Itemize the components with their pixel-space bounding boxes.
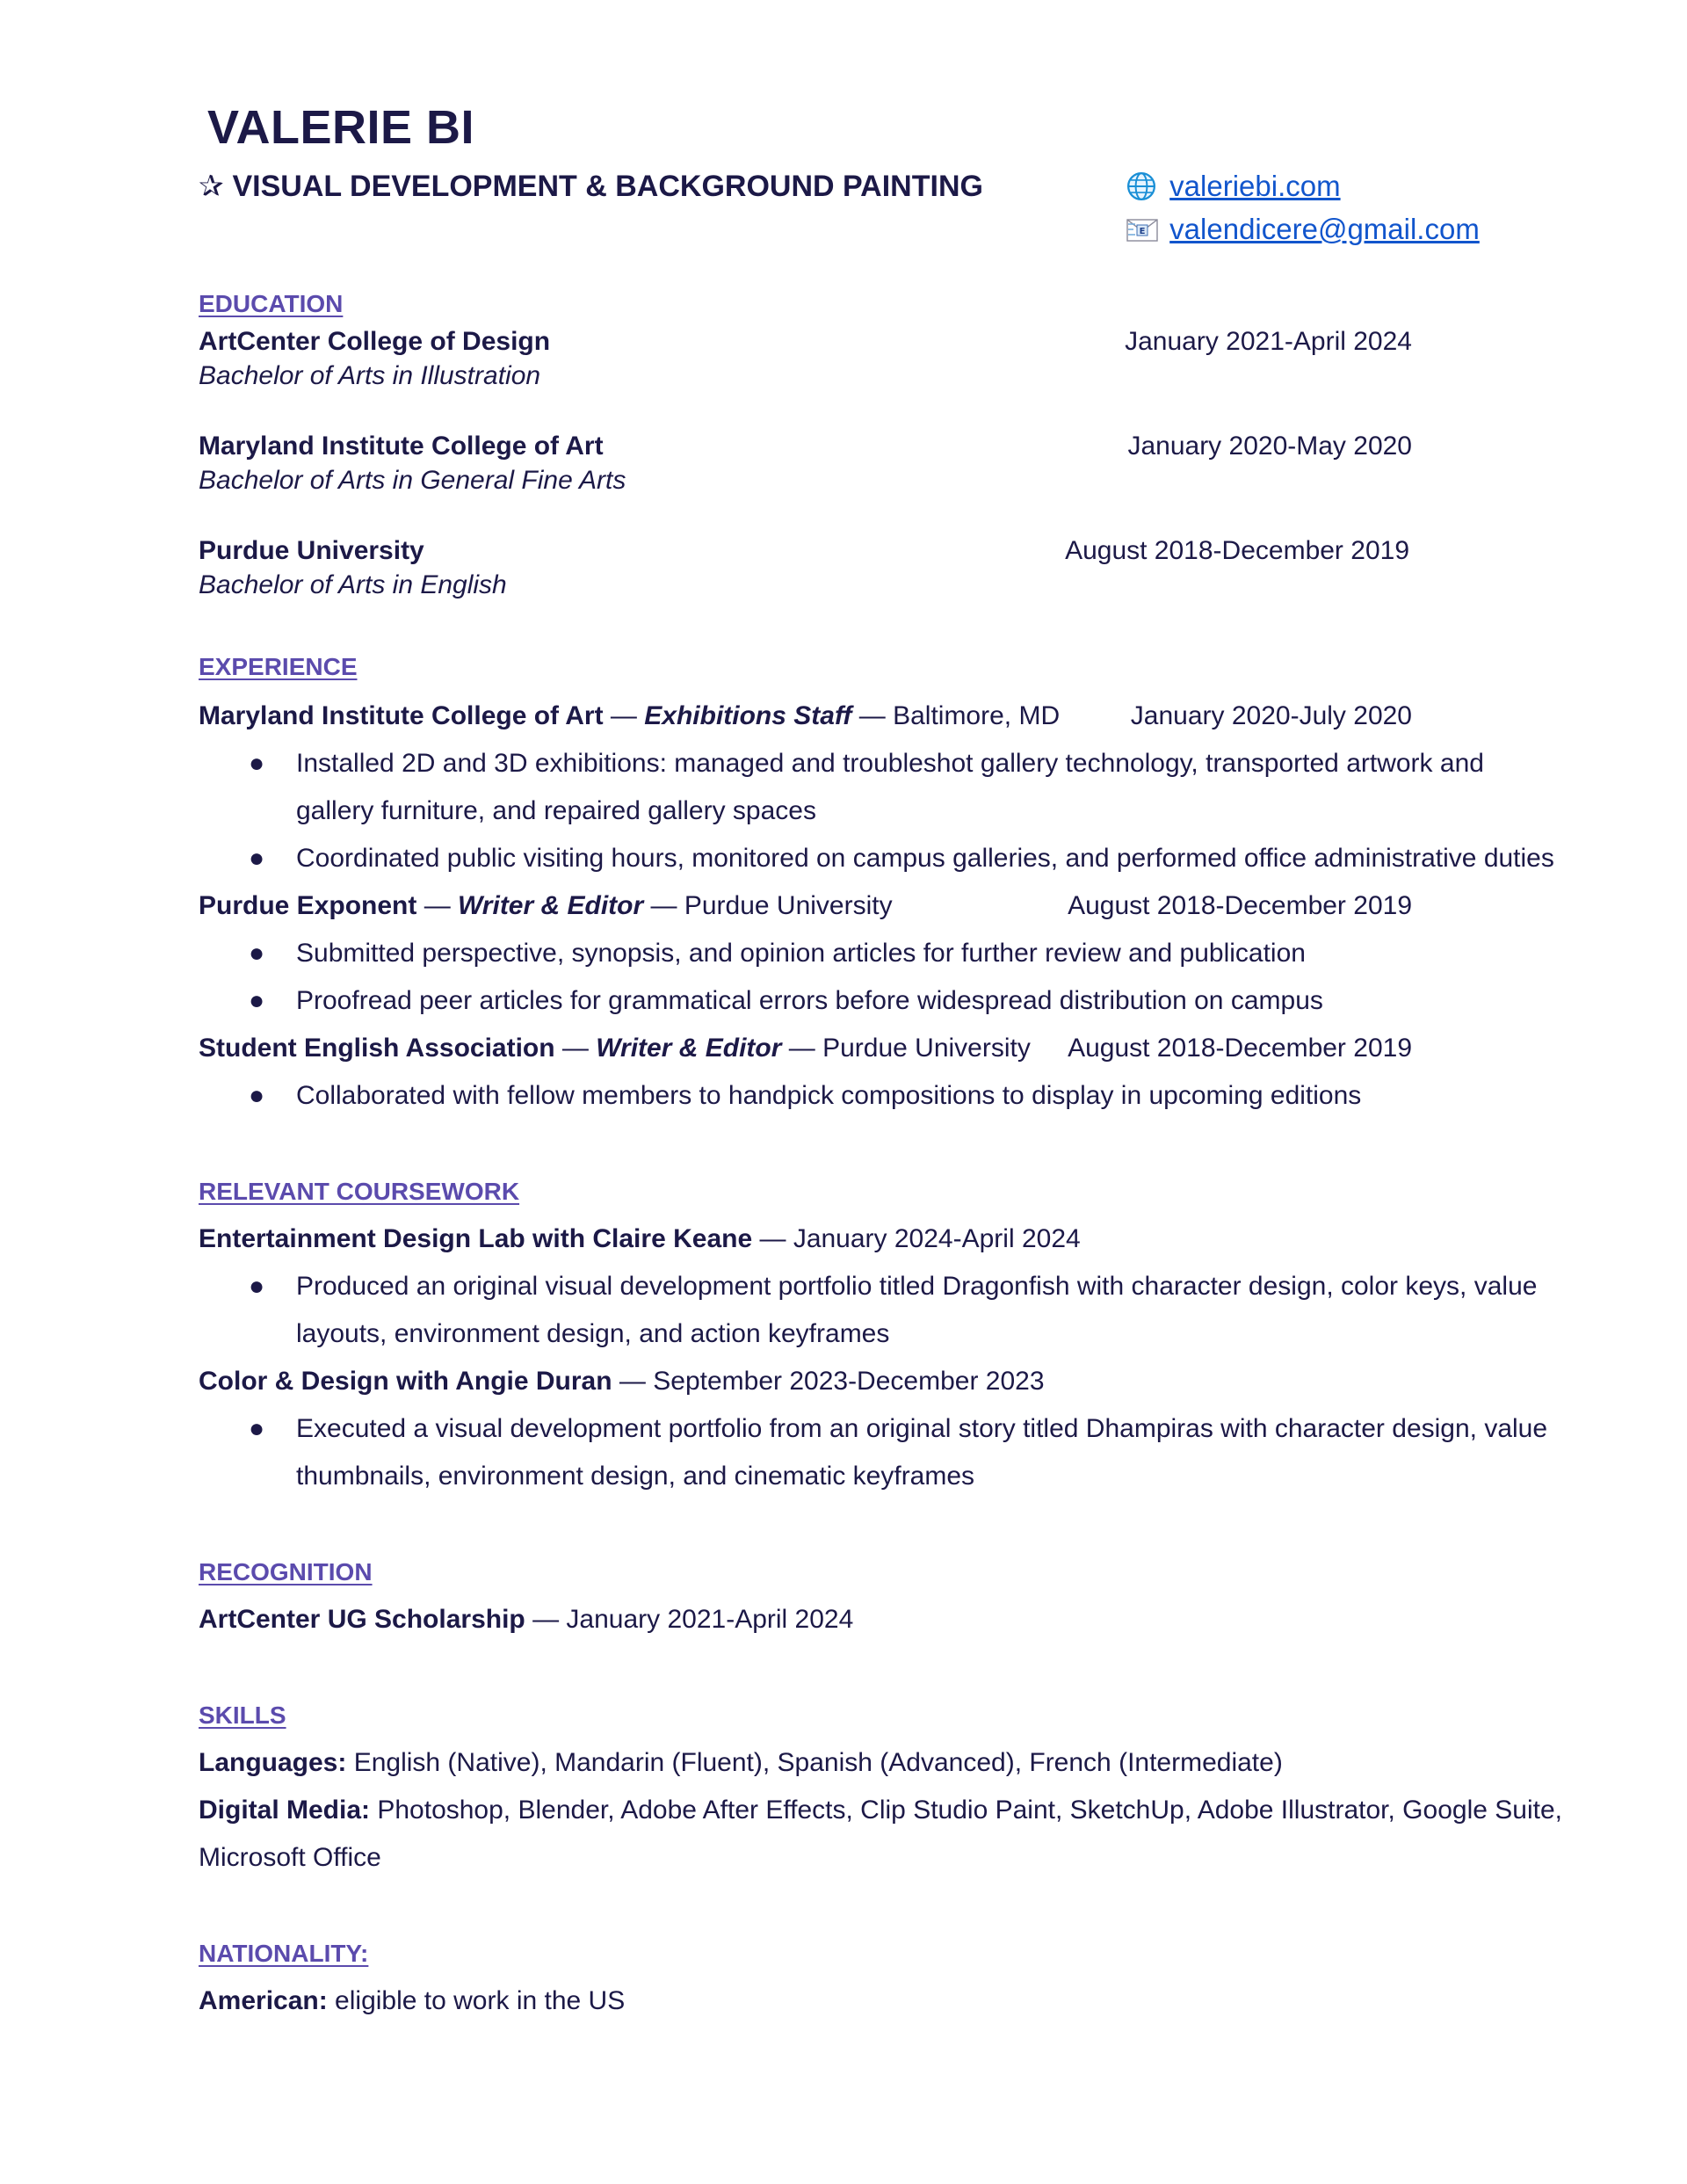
- experience-role: Writer & Editor: [596, 1034, 782, 1063]
- course-title: Color & Design with Angie Duran: [199, 1367, 612, 1396]
- tagline-text: VISUAL DEVELOPMENT & BACKGROUND PAINTING: [232, 170, 983, 203]
- skills-languages: [199, 1748, 1283, 1778]
- bullet-icon: ●: [249, 749, 265, 778]
- experience-org: Student English Association: [199, 1034, 555, 1063]
- bullet-icon: ●: [249, 939, 265, 968]
- separator: —: [851, 701, 894, 730]
- education-degree: Bachelor of Arts in General Fine Arts: [199, 466, 626, 495]
- email-link[interactable]: valendicere@gmail.com: [1169, 213, 1480, 245]
- separator: —: [643, 891, 684, 920]
- bullet-icon: ●: [249, 844, 265, 873]
- resume-tagline: [199, 169, 983, 204]
- experience-dates: August 2018-December 2019: [1068, 891, 1412, 920]
- email-contact: [1126, 213, 1480, 246]
- experience-org: Maryland Institute College of Art: [199, 701, 604, 730]
- award-dates: January 2021-April 2024: [566, 1605, 854, 1634]
- separator: —: [752, 1224, 793, 1253]
- bullet-text: gallery furniture, and repaired gallery spaces: [296, 796, 816, 825]
- experience-heading: [199, 1034, 1031, 1063]
- bullet-icon: ●: [249, 1081, 265, 1110]
- section-nationality: NATIONALITY:: [199, 1940, 369, 1967]
- recognition-item: [199, 1605, 853, 1635]
- bullet-text: layouts, environment design, and action keyframes: [296, 1319, 890, 1348]
- section-recognition: RECOGNITION: [199, 1558, 373, 1585]
- experience-heading: [199, 891, 893, 921]
- bullet-text: Coordinated public visiting hours, monitored on campus galleries, and performed office administrative duties: [296, 844, 1554, 873]
- experience-role: Exhibitions Staff: [644, 701, 852, 730]
- course-heading: [199, 1367, 1045, 1397]
- separator: —: [603, 701, 645, 730]
- bullet-icon: ●: [249, 1272, 265, 1301]
- skills-digital-cont: Microsoft Office: [199, 1843, 381, 1872]
- globe-icon: [1126, 170, 1162, 203]
- bullet-icon: ●: [249, 1414, 265, 1443]
- education-degree: Bachelor of Arts in Illustration: [199, 361, 541, 390]
- section-education: EDUCATION: [199, 290, 344, 317]
- nationality-item: [199, 1986, 625, 2016]
- bullet-text: Executed a visual development portfolio from an original story titled Dhampiras with character design, value: [296, 1414, 1548, 1443]
- section-skills: SKILLS: [199, 1701, 286, 1729]
- education-dates: August 2018-December 2019: [1065, 536, 1409, 565]
- experience-place: Purdue University: [822, 1034, 1031, 1063]
- experience-dates: January 2020-July 2020: [1130, 701, 1412, 730]
- education-dates: January 2020-May 2020: [1127, 432, 1412, 461]
- separator: —: [554, 1034, 597, 1063]
- resume-name: VALERIE BI: [207, 101, 475, 154]
- separator: —: [416, 891, 459, 920]
- experience-dates: August 2018-December 2019: [1068, 1034, 1412, 1063]
- bullet-text: Installed 2D and 3D exhibitions: managed and troubleshot gallery technology, transported artwork and: [296, 749, 1484, 778]
- education-degree: Bachelor of Arts in English: [199, 570, 507, 599]
- separator: —: [612, 1367, 654, 1396]
- experience-heading: [199, 701, 1060, 731]
- course-title: Entertainment Design Lab with Claire Keane: [199, 1224, 753, 1253]
- star-icon: ✰: [199, 170, 224, 203]
- svg-text:E: E: [1139, 227, 1146, 236]
- digital-text: Photoshop, Blender, Adobe After Effects, Clip Studio Paint, SketchUp, Adobe Illustrator, Google Suite,: [370, 1796, 1562, 1825]
- digital-label: Digital Media:: [199, 1796, 371, 1825]
- languages-text: English (Native), Mandarin (Fluent), Spanish (Advanced), French (Intermediate): [346, 1748, 1283, 1777]
- bullet-text: Proofread peer articles for grammatical errors before widespread distribution on campus: [296, 986, 1323, 1015]
- bullet-text: Submitted perspective, synopsis, and opinion articles for further review and publication: [296, 939, 1306, 968]
- experience-place: Purdue University: [684, 891, 893, 920]
- website-link[interactable]: valeriebi.com: [1169, 170, 1341, 202]
- education-school: ArtCenter College of Design: [199, 327, 551, 356]
- bullet-text: thumbnails, environment design, and cinematic keyframes: [296, 1462, 975, 1491]
- skills-digital: [199, 1796, 1562, 1825]
- experience-org: Purdue Exponent: [199, 891, 417, 920]
- course-heading: [199, 1224, 1081, 1254]
- education-school: Maryland Institute College of Art: [199, 432, 604, 461]
- course-dates: September 2023-December 2023: [653, 1367, 1045, 1396]
- separator: —: [525, 1605, 567, 1634]
- envelope-icon: [1126, 213, 1162, 246]
- bullet-text: Collaborated with fellow members to handpick compositions to display in upcoming editions: [296, 1081, 1362, 1110]
- website-contact: [1126, 170, 1341, 203]
- languages-label: Languages:: [199, 1748, 347, 1777]
- education-school: Purdue University: [199, 536, 424, 565]
- course-dates: January 2024-April 2024: [793, 1224, 1081, 1253]
- section-experience: EXPERIENCE: [199, 653, 358, 680]
- section-coursework: RELEVANT COURSEWORK: [199, 1178, 520, 1205]
- experience-place: Baltimore, MD: [893, 701, 1061, 730]
- bullet-icon: ●: [249, 986, 265, 1015]
- nationality-label: American:: [199, 1986, 328, 2015]
- award-title: ArtCenter UG Scholarship: [199, 1605, 525, 1634]
- nationality-text: eligible to work in the US: [327, 1986, 626, 2015]
- separator: —: [781, 1034, 823, 1063]
- education-dates: January 2021-April 2024: [1125, 327, 1412, 356]
- bullet-text: Produced an original visual development portfolio titled Dragonfish with character design, color keys, value: [296, 1272, 1538, 1301]
- experience-role: Writer & Editor: [458, 891, 644, 920]
